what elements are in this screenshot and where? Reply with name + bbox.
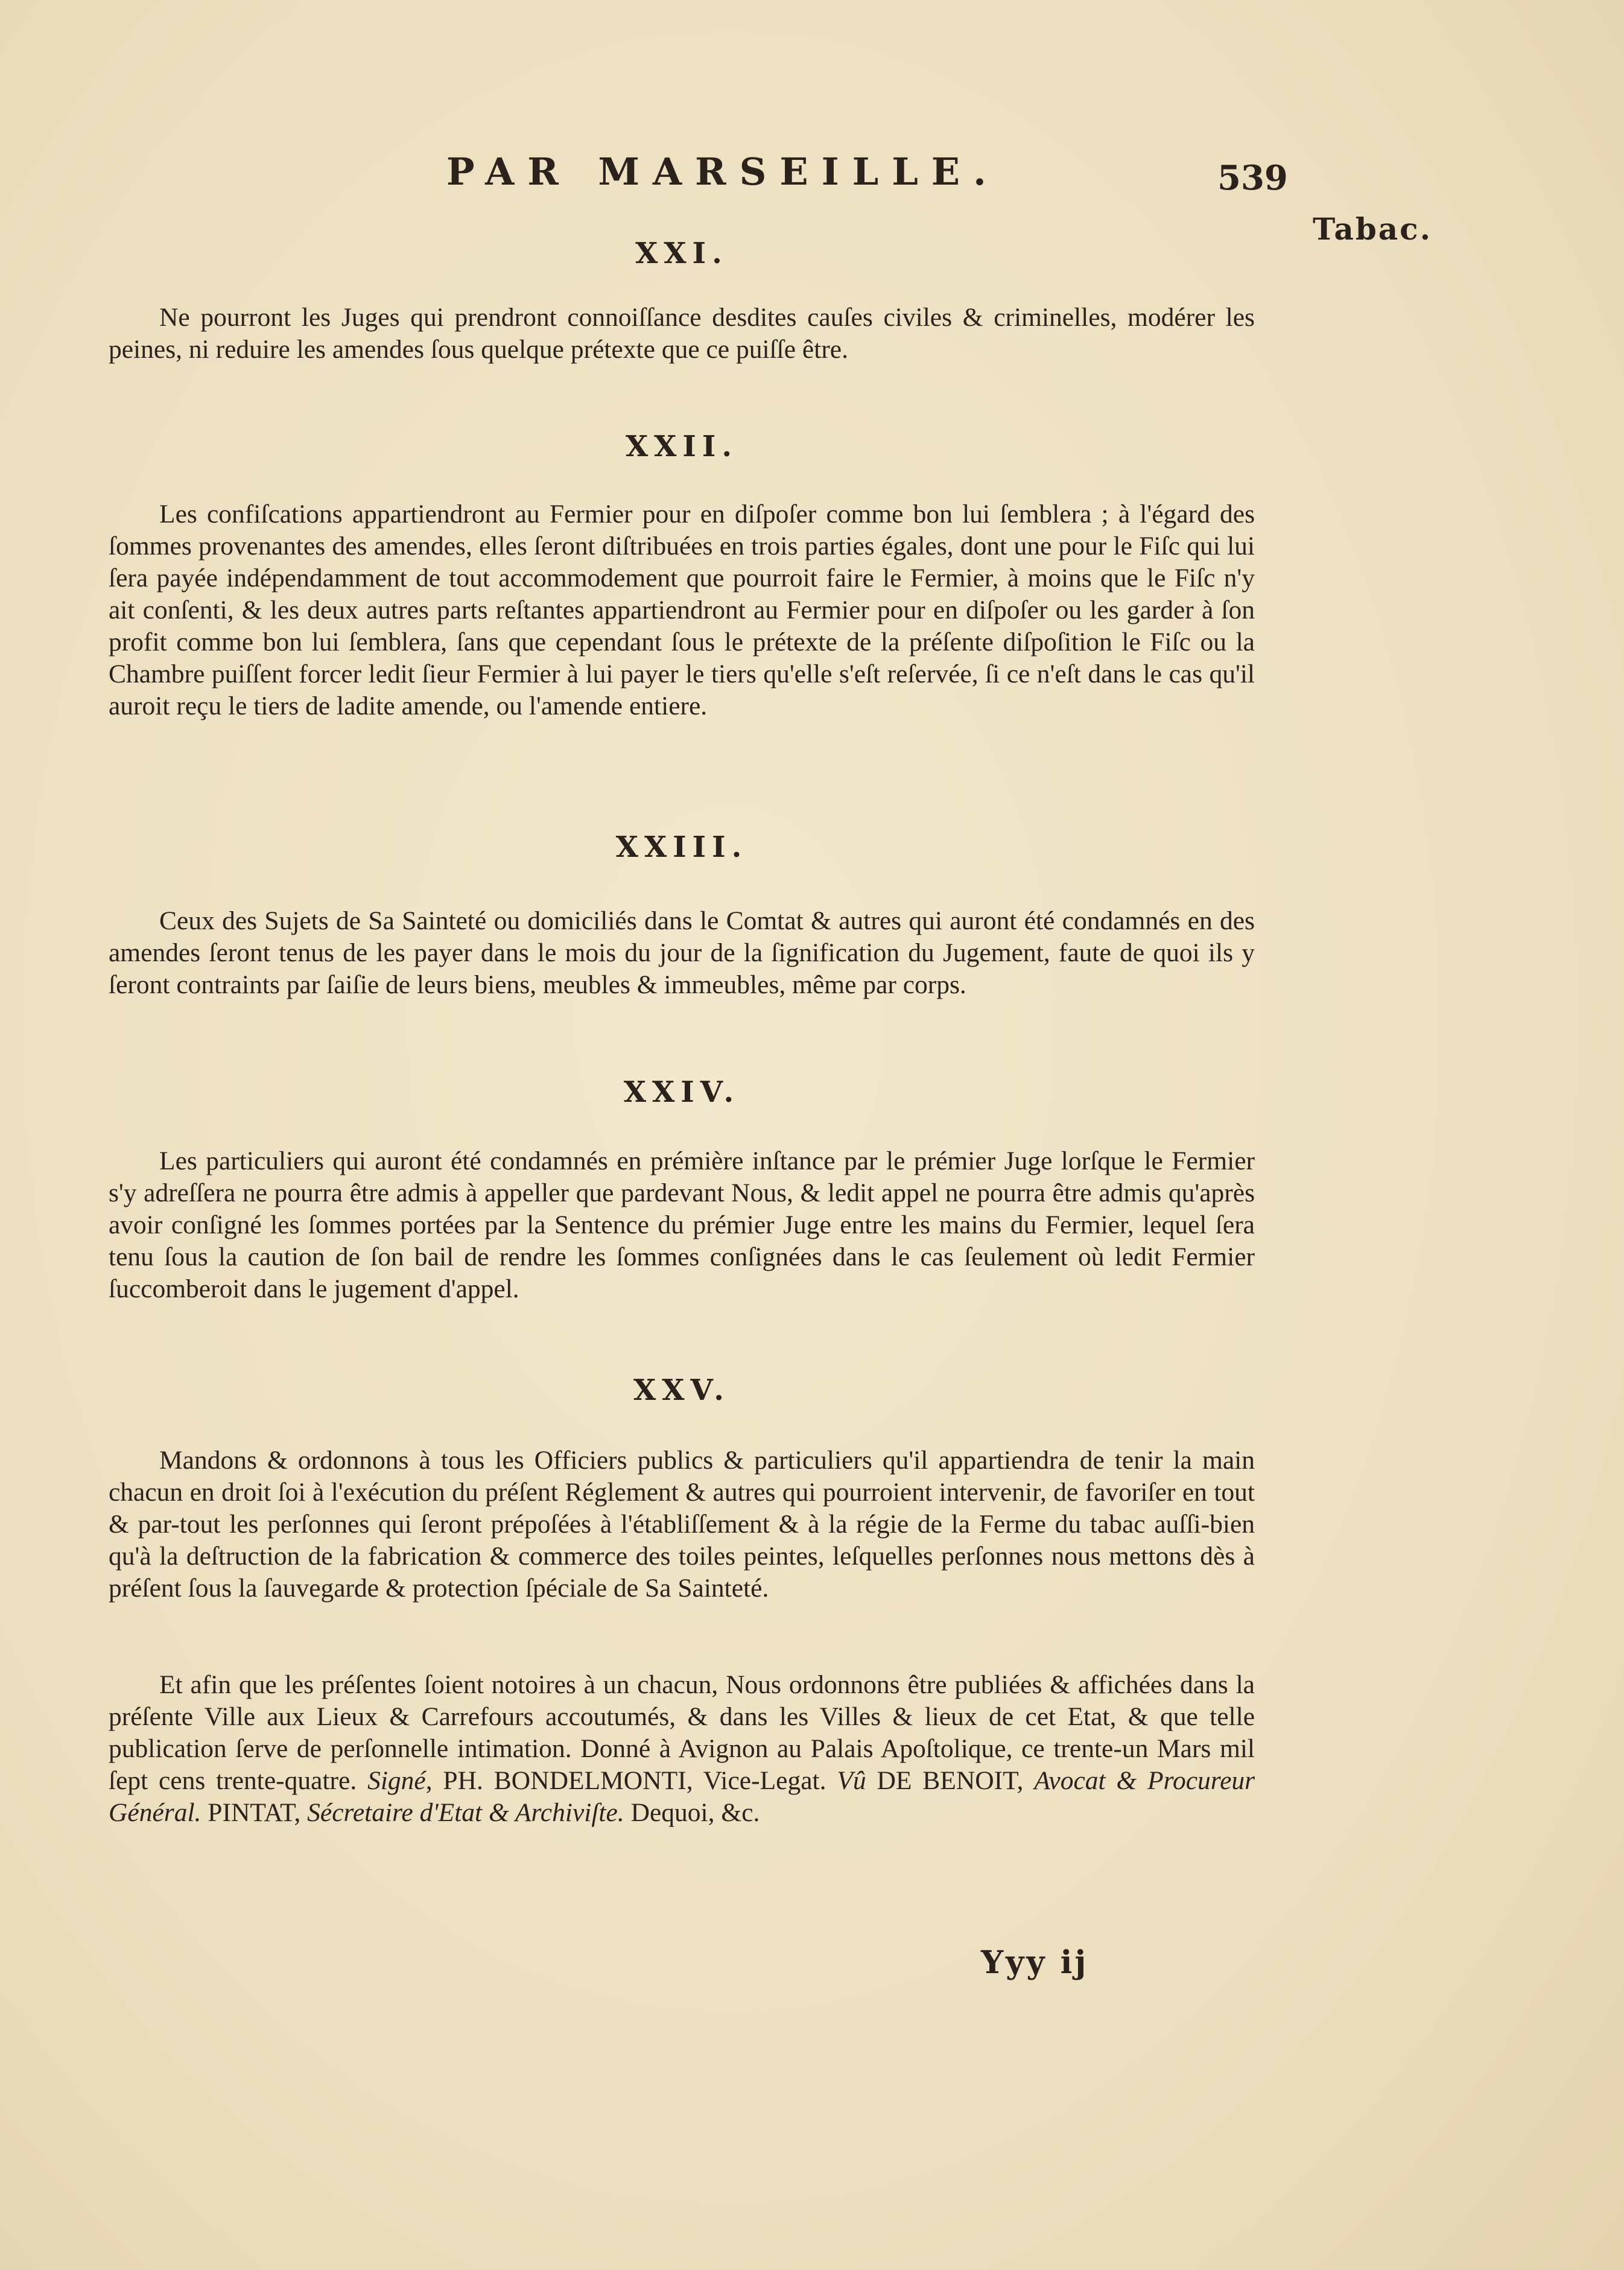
article-number-xxiv: XXIV. [623,1075,740,1109]
secretary-title: Sécretaire d'Etat & Archiviſte. [307,1798,624,1827]
vu-label: Vû [837,1766,866,1795]
signatory-name: PH. BONDELMONTI [443,1766,687,1795]
closing-ending: Dequoi, &c. [630,1798,760,1827]
article-text-xxi: Ne pourront les Juges qui prendront connoiſſance desdites cauſes civiles & criminelles, modérer les peines, ni reduire les amendes ſous quelque prétexte que ce puiſſe être. [109,303,1255,364]
article-text-xxiv: Les particuliers qui auront été condamnés en prémière inſtance par le prémier Juge lorſque le Fermier s'y adreſſera ne pourra être admis à appeller que pardevant Nous, & ledit appel ne pourra être admis qu'après avoir conſigné les ſommes portées par la Sentence du prémier Juge entre les mains du Fermier, lequel ſera tenu ſous la caution de ſon bail de rendre les ſommes conſignées dans le cas ſeulement où ledit Fermier ſuccomberoit dans le jugement d'appel. [109,1146,1255,1303]
article-number-xxi: XXI. [635,237,728,270]
article-text-xxii: Les confiſcations appartiendront au Fermier pour en diſpoſer comme bon lui ſemblera ; à l'égard des ſommes provenantes des amendes, elles ſeront diſtribuées en trois parties égales, dont une pour le Fiſc qui lui ſera payée indépendamment de tout accommodement que pourroit faire le Fermier, à moins que le Fiſc n'y ait conſenti, & les deux autres parts reſtantes appartiendront au Fermier pour en diſpoſer ou les garder à ſon profit comme bon lui ſemblera, ſans que cependant ſous le prétexte de la préſente diſpoſition le Fiſc ou la Chambre puiſſent forcer ledit ſieur Fermier à lui payer le tiers qu'elle s'eſt reſervée, ſi ce n'eſt dans le cas qu'il auroit reçu le tiers de ladite amende, ou l'amende entiere. [109,500,1255,720]
closing-paragraph: Et afin que les préſentes ſoient notoires à un chacun, Nous ordonnons être publiées & affichées dans la préſente Ville aux Lieux & Carrefours accoutumés, & dans les Villes & lieux de cet Etat, & que telle publication ſerve de perſonnelle intimation. Donné à Avignon au Palais Apoſtolique, ce trente-un Mars mil ſept cens trente-quatre. Signé, PH. BONDELMONTI, Vice-Legat. Vû DE BENOIT, Avocat & Procureur Général. PINTAT, Sécretaire d'Etat & Archiviſte. Dequoi, &c. [109,1670,1255,1827]
article-number-xxii: XXII. [625,430,738,463]
secretary-name: PINTAT [208,1798,294,1827]
signe-label: Signé [367,1766,426,1795]
article-number-xxv: XXV. [633,1373,731,1407]
avocat-name: DE BENOIT [877,1766,1017,1795]
closing-main-text: Et afin que les préſentes ſoient notoires à un chacun, Nous ordonnons être publiées & affichées dans la préſente Ville aux Lieux & Carrefours accoutumés, & dans les Villes & lieux de cet Etat, & que telle publication ſerve de perſonnelle intimation. Donné à Avignon au Palais Apoſtolique, ce trente-un Mars mil ſept cens trente-quatre. [109,1670,1255,1795]
signature-mark: Yyy ij [981,1944,1089,1981]
running-head: PAR MARSEILLE. [446,150,1000,194]
avocat-title: Avocat & Procureur Général. [109,1766,1255,1827]
article-text-xxiii: Ceux des Sujets de Sa Sainteté ou domiciliés dans le Comtat & autres qui auront été condamnés en des amendes ſeront tenus de les payer dans le mois du jour de la ſignification du Jugement, faute de quoi ils y ſeront contraints par ſaiſie de leurs biens, meubles & immeubles, même par corps. [109,906,1255,999]
signatory-title: Vice-Legat. [703,1766,826,1795]
margin-note: Tabac. [1313,211,1433,247]
page-number: 539 [1217,158,1288,198]
article-number-xxiii: XXIII. [615,830,748,864]
article-text-xxv: Mandons & ordonnons à tous les Officiers publics & particuliers qu'il appartiendra de tenir la main chacun en droit ſoi à l'exécution du préſent Réglement & autres qui pourroient intervenir, de favoriſer en tout & par-tout les perſonnes qui ſeront prépoſées à l'établiſſement & à la régie de la Ferme du tabac auſſi-bien qu'à la deſtruction de la fabrication & commerce des toiles peintes, leſquelles perſonnes nous mettons dès à préſent ſous la ſauvegarde & protection ſpéciale de Sa Sainteté. [109,1446,1255,1603]
